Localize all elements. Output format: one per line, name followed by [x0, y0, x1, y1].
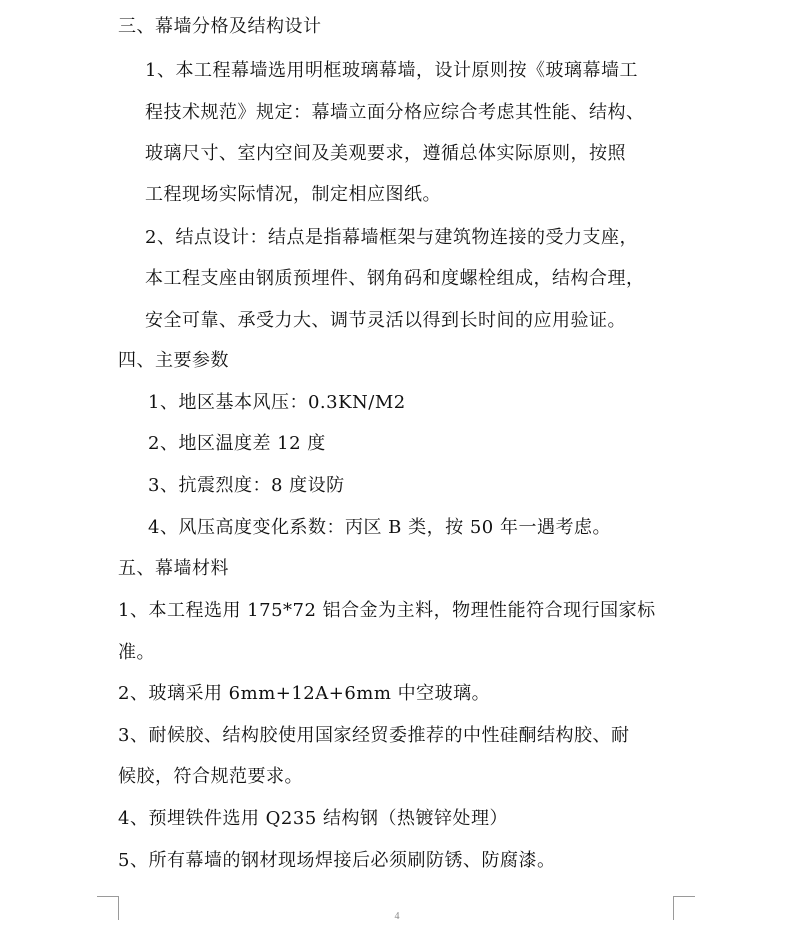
parameter-item: 4、风压高度变化系数：丙区 B 类，按 50 年一遇考虑。	[148, 517, 611, 538]
material-item: 2、玻璃采用 6mm+12A+6mm 中空玻璃。	[118, 683, 491, 704]
crop-mark-right	[673, 896, 695, 920]
material-item: 5、所有幕墙的钢材现场焊接后必须刷防锈、防腐漆。	[118, 850, 556, 871]
paragraph-line: 工程现场实际情况，制定相应图纸。	[145, 184, 441, 205]
paragraph-line: 安全可靠、承受力大、调节灵活以得到长时间的应用验证。	[145, 310, 626, 331]
material-item: 1、本工程选用 175*72 铝合金为主料，物理性能符合现行国家标	[118, 600, 656, 621]
paragraph-line: 玻璃尺寸、室内空间及美观要求，遵循总体实际原则，按照	[145, 143, 626, 164]
section-heading-4: 四、主要参数	[118, 350, 229, 371]
section-heading-3: 三、幕墙分格及结构设计	[118, 16, 322, 37]
paragraph-line: 程技术规范》规定：幕墙立面分格应综合考虑其性能、结构、	[145, 102, 645, 123]
page-number: 4	[394, 911, 400, 922]
material-item: 准。	[118, 642, 155, 663]
parameter-item: 1、地区基本风压：0.3KN/M2	[148, 392, 406, 413]
crop-mark-left	[97, 896, 119, 920]
section-heading-5: 五、幕墙材料	[118, 558, 229, 579]
parameter-item: 2、地区温度差 12 度	[148, 433, 326, 454]
material-item: 4、预埋铁件选用 Q235 结构钢（热镀锌处理）	[118, 808, 509, 829]
paragraph-line: 本工程支座由钢质预埋件、钢角码和度螺栓组成，结构合理，	[145, 268, 645, 289]
paragraph-line: 1、本工程幕墙选用明框玻璃幕墙，设计原则按《玻璃幕墙工	[145, 60, 638, 81]
material-item: 3、耐候胶、结构胶使用国家经贸委推荐的中性硅酮结构胶、耐	[118, 725, 630, 746]
material-item: 候胶，符合规范要求。	[118, 766, 303, 787]
parameter-item: 3、抗震烈度：8 度设防	[148, 475, 345, 496]
paragraph-line: 2、结点设计：结点是指幕墙框架与建筑物连接的受力支座，	[145, 227, 638, 248]
